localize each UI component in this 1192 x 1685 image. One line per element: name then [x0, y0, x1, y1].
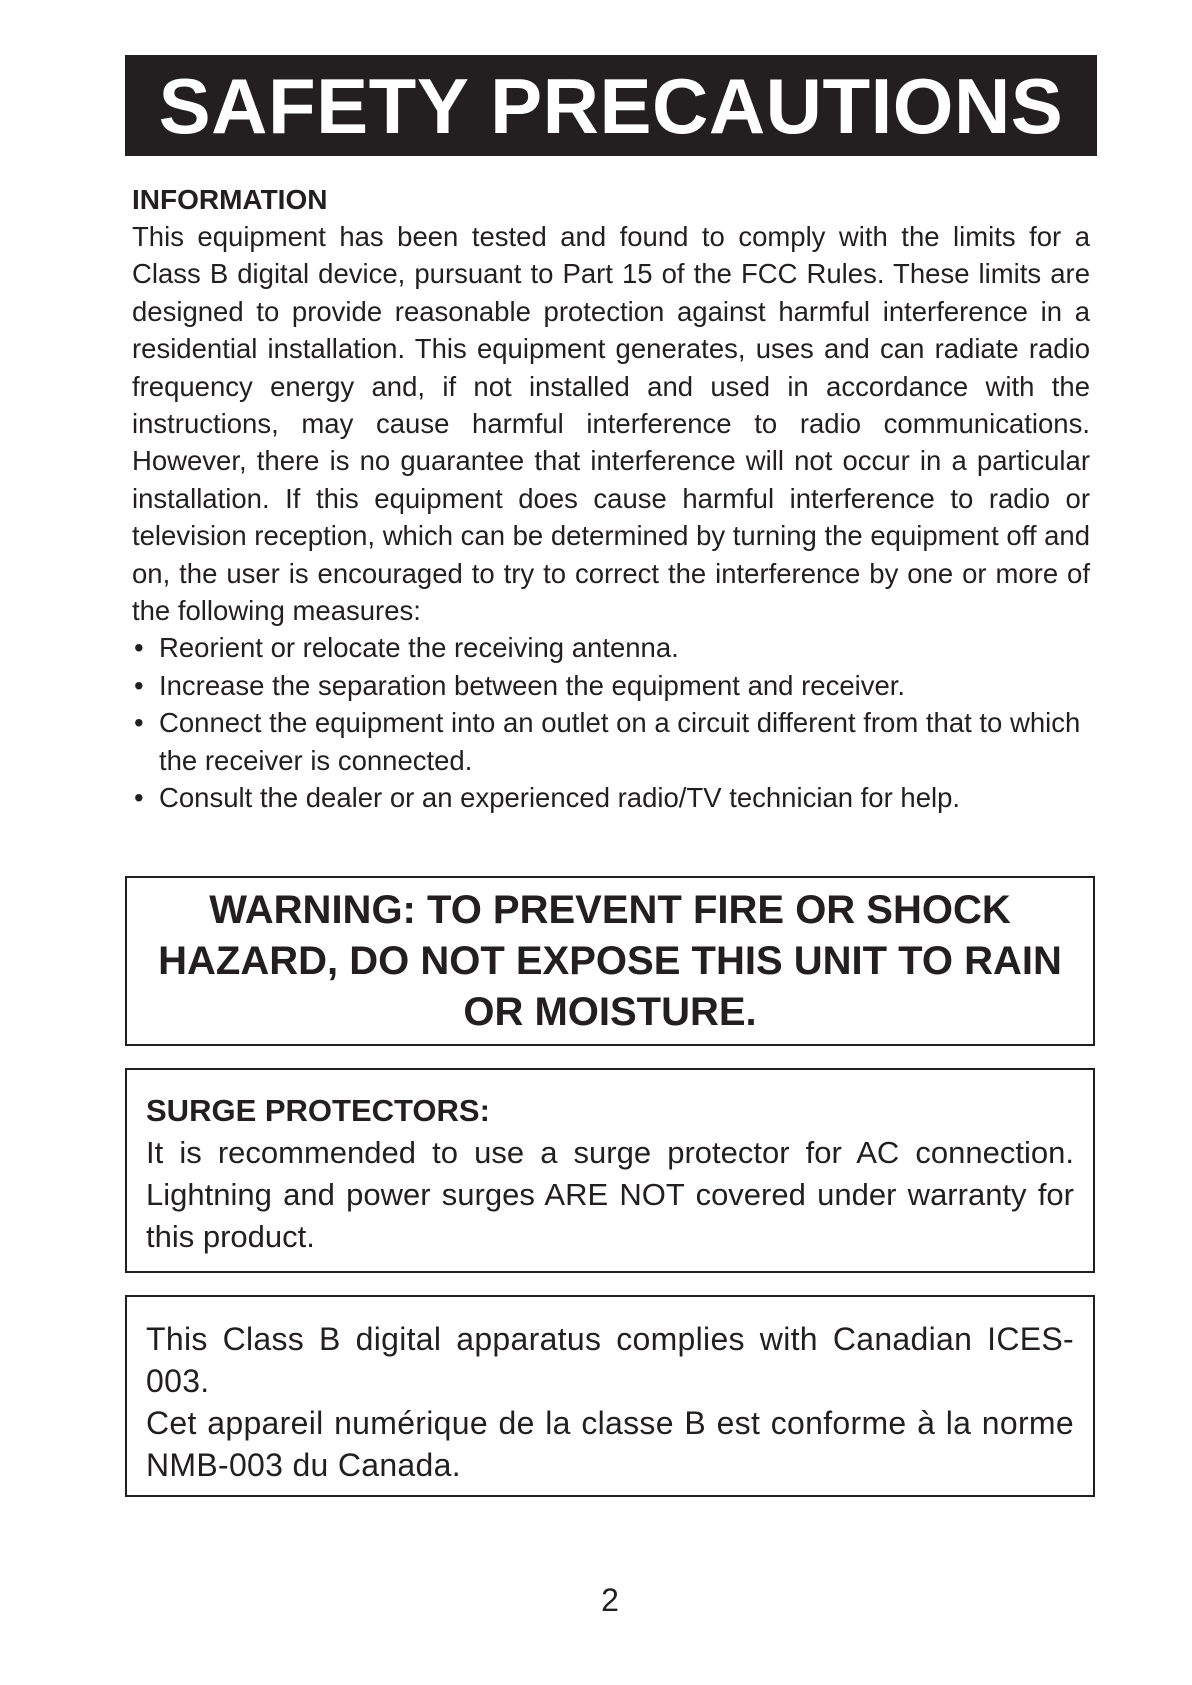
- surge-body: It is recommended to use a surge protector for AC connection. Lightning and power surges ARE NOT covered under warranty for this product.: [146, 1135, 1074, 1254]
- bullet-icon: •: [134, 707, 144, 739]
- warning-text: WARNING: TO PREVENT FIRE OR SHOCK HAZARD, DO NOT EXPOSE THIS UNIT TO RAIN OR MOISTURE.: [158, 887, 1062, 1034]
- measures-list: [132, 629, 1090, 816]
- canada-compliance-box: [125, 1295, 1095, 1497]
- list-item-text: Consult the dealer or an experienced radio/TV technician for help.: [159, 782, 961, 814]
- list-item: [132, 667, 1090, 704]
- page-number: 2: [601, 1582, 619, 1618]
- bullet-icon: •: [134, 782, 144, 814]
- bullet-icon: •: [134, 669, 144, 701]
- list-item: [132, 779, 1090, 816]
- page-title: SAFETY PRECAUTIONS: [158, 61, 1064, 150]
- list-item: [132, 704, 1090, 779]
- information-section: [132, 181, 1090, 817]
- bullet-icon: •: [134, 632, 144, 664]
- canada-english-text: This Class B digital apparatus complies with Canadian ICES-003.: [146, 1321, 1074, 1399]
- information-body: This equipment has been tested and found to comply with the limits for a Class B digital device, pursuant to Part 15 of the FCC Rules. These limits are designed to provide reasonable protection against harmful interference in a residential installation. This equipment generates, uses and can radiate radio frequency energy and, if not installed and used in accordance with the instructions, may cause harmful interference to radio communications. However, there is no guarantee that interference will not occur in a particular installation. If this equipment does cause harmful interference to radio or television reception, which can be determined by turning the equipment off and on, the user is encouraged to try to correct the interference by one or more of the following measures:: [132, 221, 1091, 627]
- list-item-text: Reorient or relocate the receiving antenna.: [159, 632, 679, 664]
- list-item-text: Connect the equipment into an outlet on a circuit different from that to which the receiver is connected.: [159, 707, 1081, 776]
- information-heading: INFORMATION: [132, 184, 328, 215]
- title-banner: [125, 55, 1097, 156]
- list-item-text: Increase the separation between the equipment and receiver.: [159, 669, 906, 701]
- surge-heading: SURGE PROTECTORS:: [146, 1093, 490, 1128]
- list-item: [132, 629, 1090, 666]
- surge-protectors-box: [125, 1068, 1095, 1273]
- canada-french-text: Cet appareil numérique de la classe B est conforme à la norme NMB-003 du Canada.: [146, 1405, 1074, 1483]
- warning-box: [125, 876, 1095, 1046]
